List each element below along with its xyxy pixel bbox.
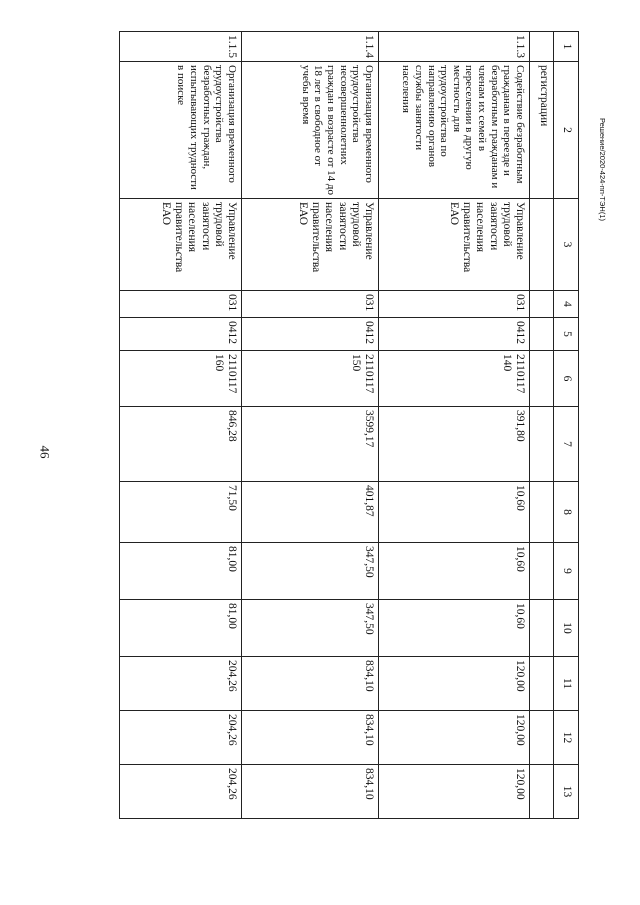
continuation-text: регистрации — [530, 62, 554, 199]
row-col11: 834,10 — [242, 657, 379, 711]
row-organization: Управление трудовой занятости населения правительства ЕАО — [242, 199, 379, 291]
row-col10: 81,00 — [120, 600, 242, 657]
row-col8: 71,50 — [120, 482, 242, 543]
col-header-3: 3 — [554, 199, 579, 291]
row-number: 1.1.3 — [379, 32, 530, 62]
row-description: Содействие безработным гражданам в переезде и безработным гражданам и членам их семей в переселении в другую местность для трудоустройства по направлению органов службы занятости населения — [379, 62, 530, 199]
col-header-2: 2 — [554, 62, 579, 199]
row-description: Организация временного трудоустройства безработных граждан, испытывающих трудности в поиске — [120, 62, 242, 199]
header-row — [554, 32, 579, 819]
row-col8: 10,60 — [379, 482, 530, 543]
row-col4: 031 — [242, 291, 379, 318]
row-col13: 204,26 — [120, 765, 242, 819]
row-col9: 10,60 — [379, 543, 530, 600]
row-number: 1.1.5 — [120, 32, 242, 62]
col-header-1: 1 — [554, 32, 579, 62]
row-col4: 031 — [379, 291, 530, 318]
col-header-5: 5 — [554, 318, 579, 351]
row-col10: 10,60 — [379, 600, 530, 657]
row-col12: 834,10 — [242, 711, 379, 765]
row-col8: 401,87 — [242, 482, 379, 543]
row-col10: 347,50 — [242, 600, 379, 657]
row-col9: 81,00 — [120, 543, 242, 600]
row-col6: 2110117 160 — [120, 351, 242, 407]
document-reference: Решение/2020-424-пп-ТЭН(1) — [598, 118, 607, 221]
col-header-9: 9 — [554, 543, 579, 600]
col-header-7: 7 — [554, 407, 579, 482]
row-col5: 0412 — [242, 318, 379, 351]
row-col13: 834,10 — [242, 765, 379, 819]
row-col7: 846,28 — [120, 407, 242, 482]
row-col5: 0412 — [379, 318, 530, 351]
budget-table — [119, 31, 579, 819]
table-row — [379, 32, 530, 819]
col-header-11: 11 — [554, 657, 579, 711]
continuation-row — [530, 32, 554, 819]
row-organization: Управление трудовой занятости населения правительства ЕАО — [379, 199, 530, 291]
table-cell — [530, 32, 554, 62]
col-header-4: 4 — [554, 291, 579, 318]
row-col6: 2110117 150 — [242, 351, 379, 407]
row-col7: 391,80 — [379, 407, 530, 482]
row-col11: 204,26 — [120, 657, 242, 711]
row-col6: 2110117 140 — [379, 351, 530, 407]
col-header-10: 10 — [554, 600, 579, 657]
row-col13: 120,00 — [379, 765, 530, 819]
col-header-8: 8 — [554, 482, 579, 543]
row-col4: 031 — [120, 291, 242, 318]
row-col9: 347,50 — [242, 543, 379, 600]
row-col11: 120,00 — [379, 657, 530, 711]
page-number: 46 — [37, 445, 53, 459]
col-header-13: 13 — [554, 765, 579, 819]
row-organization: Управление трудовой занятости населения правительства ЕАО — [120, 199, 242, 291]
row-col12: 120,00 — [379, 711, 530, 765]
row-col7: 3599,17 — [242, 407, 379, 482]
table-row — [120, 32, 242, 819]
row-col12: 204,26 — [120, 711, 242, 765]
col-header-12: 12 — [554, 711, 579, 765]
row-col5: 0412 — [120, 318, 242, 351]
table-row — [242, 32, 379, 819]
row-description: Организация временного трудоустройства несовершеннолетних граждан в возрасте от 14 до 18 лет в свободное от учебы время — [242, 62, 379, 199]
col-header-6: 6 — [554, 351, 579, 407]
budget-table-wrapper — [119, 31, 579, 818]
row-number: 1.1.4 — [242, 32, 379, 62]
